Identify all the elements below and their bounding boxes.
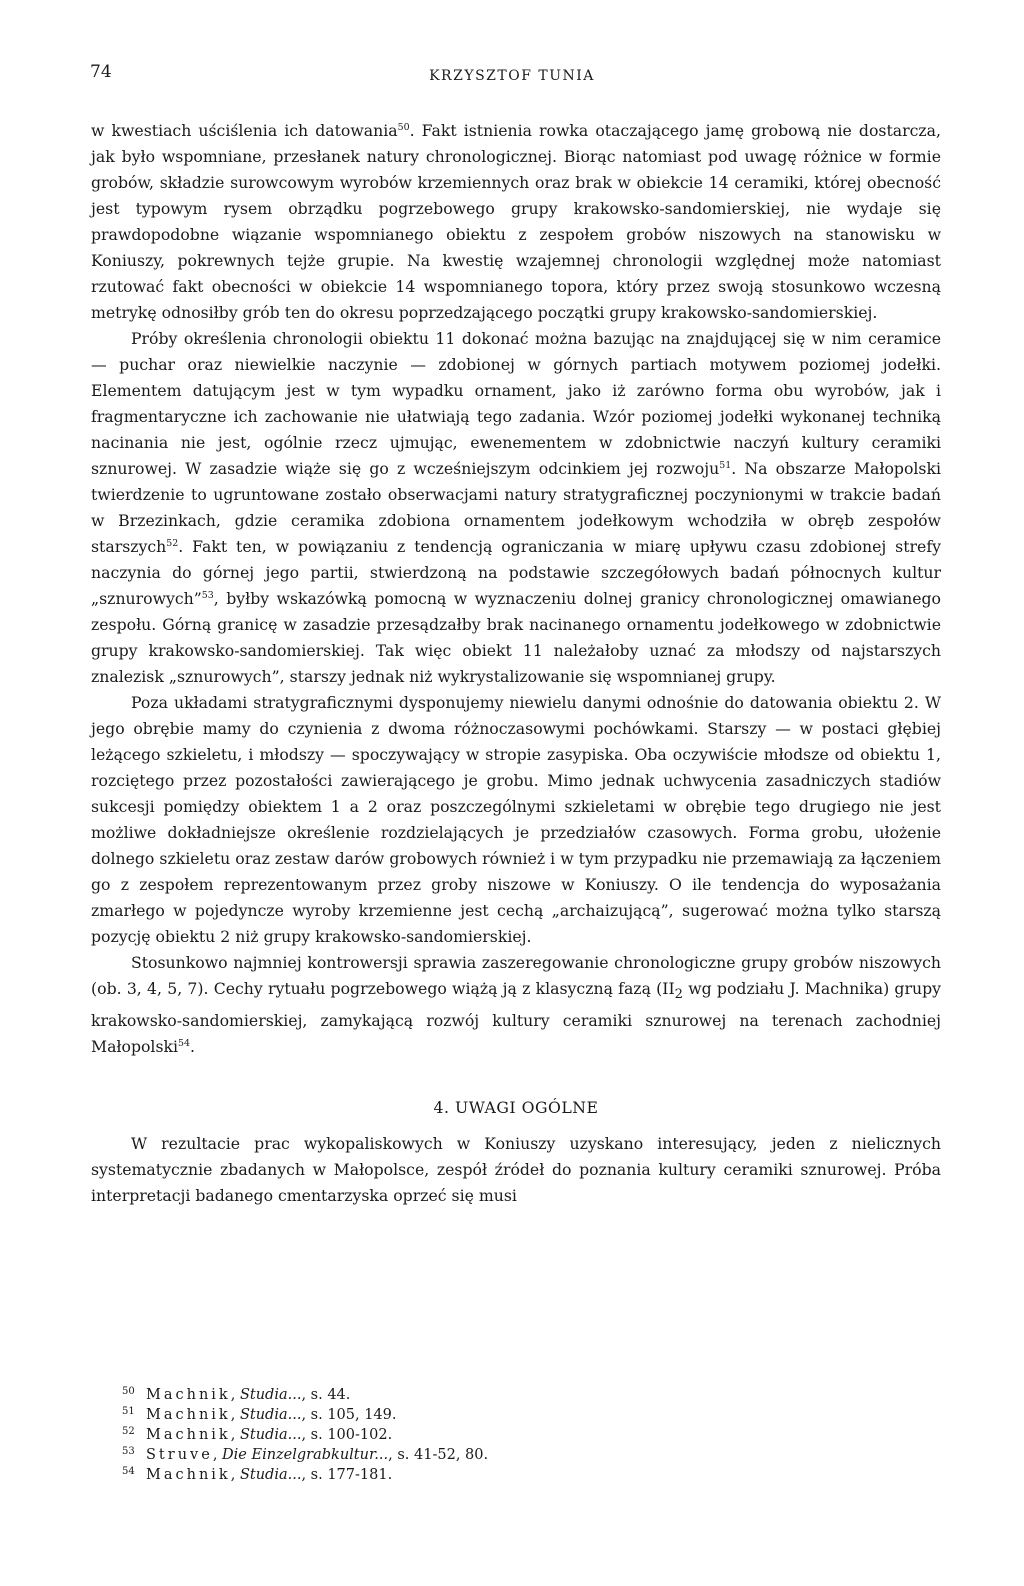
- footnote-rest: , s. 177-181.: [301, 1467, 393, 1483]
- footnote-ref: 50: [397, 121, 410, 133]
- footnote-title: Studia...: [239, 1407, 302, 1423]
- footnote-author: Struve: [146, 1447, 213, 1463]
- text-run: , byłby wskazówką pomocną w wyznaczeniu dolnej granicy chronologicznej omawianego zespołu. Górną granicę w zasadzie przesądzałby brak nacinanego ornamentu jodełkowego w zdobnictwie grupy krakowsko-sandomierskiej. Tak więc obiekt 11 należałoby uznać za młodszy od najstarszych znalezisk „sznurowych”, starszy jednak niż wykrystalizowanie się wspomnianej grupy.: [91, 589, 941, 686]
- footnote: 53 Struve, Die Einzelgrabkultur..., s. 41-52, 80.: [122, 1446, 489, 1463]
- footnote-rest: , s. 41-52, 80.: [388, 1447, 489, 1463]
- footnote-author: Machnik: [146, 1407, 231, 1423]
- text-run: .: [190, 1037, 196, 1057]
- text-run: . Na obszarze Małopolski twierdzenie to ugruntowane zostało obserwacjami natury stratygraficznej poczynionymi w trakcie badań w Brzezinkach, gdzie ceramika zdobiona ornamentem jodełkowym wchodziła w obręb zespołów starszych: [91, 459, 941, 556]
- text-run: Próby określenia chronologii obiektu 11 dokonać można bazując na znajdującej się w nim ceramice — puchar oraz niewielkie naczynie — zdobionej w górnych partiach motywem poziomej jodełki. Elementem datującym jest w tym wypadku ornament, jako iż zarówno forma obu wyrobów, jak i fragmentaryczne ich zachowanie nie ułatwiają tego zadania. Wzór poziomej jodełki wykonanej techniką nacinania nie jest, ogólnie rzecz ujmując, ewenementem w zdobnictwie naczyń kultury ceramiki sznurowej. W zasadzie wiąże się go z wcześniejszym odcinkiem jej rozwoju: [91, 329, 941, 478]
- text-run: wg podziału J. Machnika) grupy krakowsko-sandomierskiej, zamykającą rozwój kultury ceramiki sznurowej na terenach zachodniej Małopolski: [91, 979, 941, 1057]
- paragraph: [91, 950, 941, 1060]
- paragraph: W rezultacie prac wykopaliskowych w Koniuszy uzyskano interesujący, jeden z nielicznych systematycznie zbadanych w Małopolsce, zespół źródeł do poznania kultury ceramiki sznurowej. Próba interpretacji badanego cmentarzyska oprzeć się musi: [91, 1134, 941, 1206]
- footnote-rest: , s. 100-102.: [301, 1427, 393, 1443]
- footnote-number: 53: [122, 1446, 135, 1457]
- section-heading: 4. UWAGI OGÓLNE: [433, 1098, 599, 1118]
- footnote-title: Studia...: [239, 1467, 302, 1483]
- footnote-number: 50: [122, 1386, 135, 1397]
- footnotes: [122, 1385, 488, 1485]
- footnote: 50 Machnik, Studia..., s. 44.: [122, 1386, 351, 1403]
- paragraph: [91, 118, 941, 326]
- running-head: KRZYSZTOF TUNIA: [429, 68, 595, 84]
- footnote-rest: , s. 105, 149.: [301, 1407, 397, 1423]
- footnote-rest: , s. 44.: [301, 1387, 351, 1403]
- text-run: . Fakt ten, w powiązaniu z tendencją ograniczania w miarę upływu czasu zdobionej strefy naczynia do górnej jego partii, stwierdzoną na podstawie szczegółowych badań północnych kultur „sznurowych”: [91, 537, 941, 608]
- footnote-title: Die Einzelgrabkultur...: [222, 1447, 389, 1463]
- text-run: Stosunkowo najmniej kontrowersji sprawia zaszeregowanie chronologiczne grupy grobów niszowych (ob. 3, 4, 5, 7). Cechy rytuału pogrzebowego wiążą ją z klasyczną fazą (II: [91, 953, 941, 998]
- footnote: 51 Machnik, Studia..., s. 105, 149.: [122, 1406, 397, 1423]
- footnote-ref: 51: [719, 459, 732, 471]
- footnote-author: Machnik: [146, 1427, 231, 1443]
- footnote-number: 52: [122, 1426, 135, 1437]
- footnote-ref: 54: [178, 1037, 191, 1049]
- footnote-author: Machnik: [146, 1467, 231, 1483]
- paragraph: [91, 326, 941, 690]
- footnote-author: Machnik: [146, 1387, 231, 1403]
- footnote-number: 54: [122, 1466, 135, 1477]
- paragraph: Poza układami stratygraficznymi dysponujemy niewielu danymi odnośnie do datowania obiektu 2. W jego obrębie mamy do czynienia z dwoma różnoczasowymi pochówkami. Starszy — w postaci głębiej leżącego szkieletu, i młodszy — spoczywający w stropie zasypiska. Oba oczywiście młodsze od obiektu 1, rozciętego przez pozostałości zawierającego je grobu. Mimo jednak uchwycenia zasadniczych stadiów sukcesji pomiędzy obiektem 1 a 2 oraz poszczególnymi szkieletami w obrębie tego drugiego nie jest możliwe dokładniejsze określenie rozdzielających je przedziałów czasowych. Forma grobu, ułożenie dolnego szkieletu oraz zestaw darów grobowych również i w tym przypadku nie przemawiają za łączeniem go z zespołem reprezentowanym przez groby niszowe w Koniuszy. O ile tendencja do wyposażania zmarłego w pojedyncze wyroby krzemienne jest cechą „archaizującą”, sugerować można tylko starszą pozycję obiektu 2 niż grupy krakowsko-sandomierskiej.: [91, 693, 941, 946]
- text-run: w kwestiach uściślenia ich datowania: [91, 121, 398, 140]
- footnote-title: Studia...: [239, 1427, 302, 1443]
- footnote: 52 Machnik, Studia..., s. 100-102.: [122, 1426, 393, 1443]
- body-text: [91, 118, 941, 1209]
- page-number: 74: [90, 62, 112, 82]
- footnote: 54 Machnik, Studia..., s. 177-181.: [122, 1466, 393, 1483]
- subscript: 2: [674, 987, 683, 1003]
- footnote-ref: 52: [166, 537, 179, 549]
- text-run: . Fakt istnienia rowka otaczającego jamę grobową nie dostarcza, jak było wspomniane, przesłanek natury chronologicznej. Biorąc natomiast pod uwagę różnice w formie grobów, składzie surowcowym wyrobów krzemiennych oraz brak w obiekcie 14 ceramiki, której obecność jest typowym rysem obrządku pogrzebowego grupy krakowsko-sandomierskiej, nie wydaje się prawdopodobne wiązanie wspomnianego obiektu z zespołem grobów niszowych na stanowisku w Koniuszy, pokrewnych tejże grupie. Na kwestię wzajemnej chronologii względnej może natomiast rzutować fakt obecności w obiekcie 14 wspomnianego topora, który przez swoją stosunkowo wczesną metrykę odnosiłby grób ten do okresu poprzedzającego początki grupy krakowsko-sandomierskiej.: [91, 121, 941, 322]
- footnote-ref: 53: [201, 589, 214, 601]
- footnote-title: Studia...: [239, 1387, 302, 1403]
- footnote-number: 51: [122, 1406, 135, 1417]
